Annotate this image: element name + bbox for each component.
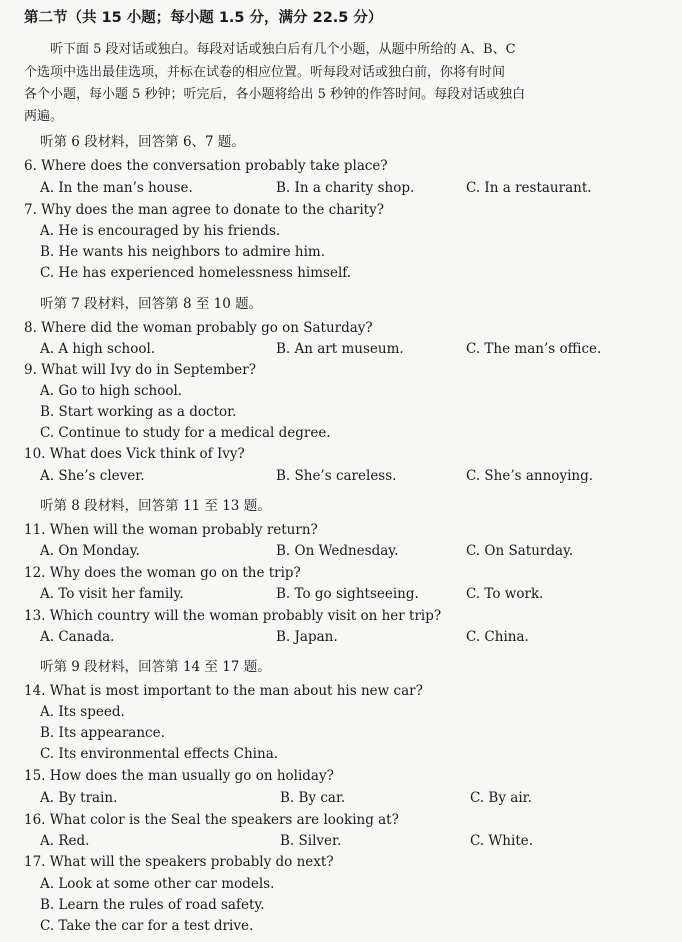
question-11: 11. When will the woman probably return? (24, 522, 318, 538)
option-10a: A. She’s clever. (40, 468, 145, 484)
option-17a: A. Look at some other car models. (40, 876, 275, 892)
question-10: 10. What does Vick think of Ivy? (24, 446, 245, 462)
option-13c: C. China. (466, 629, 529, 645)
option-9c: C. Continue to study for a medical degree. (40, 425, 331, 441)
option-6c: C. In a restaurant. (466, 180, 592, 196)
option-17b: B. Learn the rules of road safety. (40, 897, 265, 913)
option-9b: B. Start working as a doctor. (40, 404, 237, 420)
option-15a: A. By train. (40, 790, 118, 806)
option-16c: C. White. (470, 833, 534, 849)
option-10b: B. She’s careless. (276, 468, 397, 484)
instruction-line: 听下面 5 段对话或独白。每段对话或独白后有几个小题，从题中所给的 A、B、C (24, 42, 516, 57)
question-16: 16. What color is the Seal the speakers are looking at? (24, 812, 399, 828)
question-13: 13. Which country will the woman probably visit on her trip? (24, 608, 442, 624)
option-15c: C. By air. (470, 790, 532, 806)
option-15b: B. By car. (280, 790, 346, 806)
question-8: 8. Where did the woman probably go on Saturday? (24, 320, 373, 336)
option-14a: A. Its speed. (40, 704, 125, 720)
option-7c: C. He has experienced homelessness himself. (40, 265, 352, 281)
option-11c: C. On Saturday. (466, 543, 574, 559)
option-7b: B. He wants his neighbors to admire him. (40, 244, 326, 260)
material-heading: 听第 8 段材料，回答第 11 至 13 题。 (40, 498, 271, 514)
question-12: 12. Why does the woman go on the trip? (24, 565, 301, 581)
option-14b: B. Its appearance. (40, 725, 165, 741)
instruction-line: 个选项中选出最佳选项，并标在试卷的相应位置。听每段对话或独白前，你将有时间 (24, 65, 506, 80)
option-14c: C. Its environmental effects China. (40, 746, 279, 762)
material-heading: 听第 9 段材料，回答第 14 至 17 题。 (40, 659, 271, 675)
option-16b: B. Silver. (280, 833, 342, 849)
material-heading: 听第 7 段材料，回答第 8 至 10 题。 (40, 296, 263, 312)
option-16a: A. Red. (40, 833, 90, 849)
option-17c: C. Take the car for a test drive. (40, 918, 254, 934)
option-9a: A. Go to high school. (40, 383, 183, 399)
option-7a: A. He is encouraged by his friends. (40, 223, 281, 239)
instruction-line: 两遍。 (24, 109, 64, 124)
option-8b: B. An art museum. (276, 341, 404, 357)
question-6: 6. Where does the conversation probably take place? (24, 158, 388, 174)
option-12b: B. To go sightseeing. (276, 586, 419, 602)
question-17: 17. What will the speakers probably do next? (24, 854, 334, 870)
option-13a: A. Canada. (40, 629, 115, 645)
option-12c: C. To work. (466, 586, 544, 602)
option-11a: A. On Monday. (40, 543, 140, 559)
option-6b: B. In a charity shop. (276, 180, 415, 196)
question-15: 15. How does the man usually go on holiday? (24, 768, 334, 784)
option-12a: A. To visit her family. (40, 586, 184, 602)
option-10c: C. She’s annoying. (466, 468, 594, 484)
question-7: 7. Why does the man agree to donate to the charity? (24, 202, 384, 218)
section-title: 第二节（共 15 小题；每小题 1.5 分，满分 22.5 分） (24, 10, 383, 26)
material-heading: 听第 6 段材料，回答第 6、7 题。 (40, 134, 245, 150)
option-8c: C. The man’s office. (466, 341, 602, 357)
option-13b: B. Japan. (276, 629, 338, 645)
question-14: 14. What is most important to the man about his new car? (24, 683, 423, 699)
option-11b: B. On Wednesday. (276, 543, 399, 559)
instruction-line: 各个小题，每小题 5 秒钟；听完后，各小题将给出 5 秒钟的作答时间。每段对话或独白 (24, 87, 526, 102)
question-9: 9. What will Ivy do in September? (24, 362, 256, 378)
option-8a: A. A high school. (40, 341, 156, 357)
option-6a: A. In the man’s house. (40, 180, 193, 196)
